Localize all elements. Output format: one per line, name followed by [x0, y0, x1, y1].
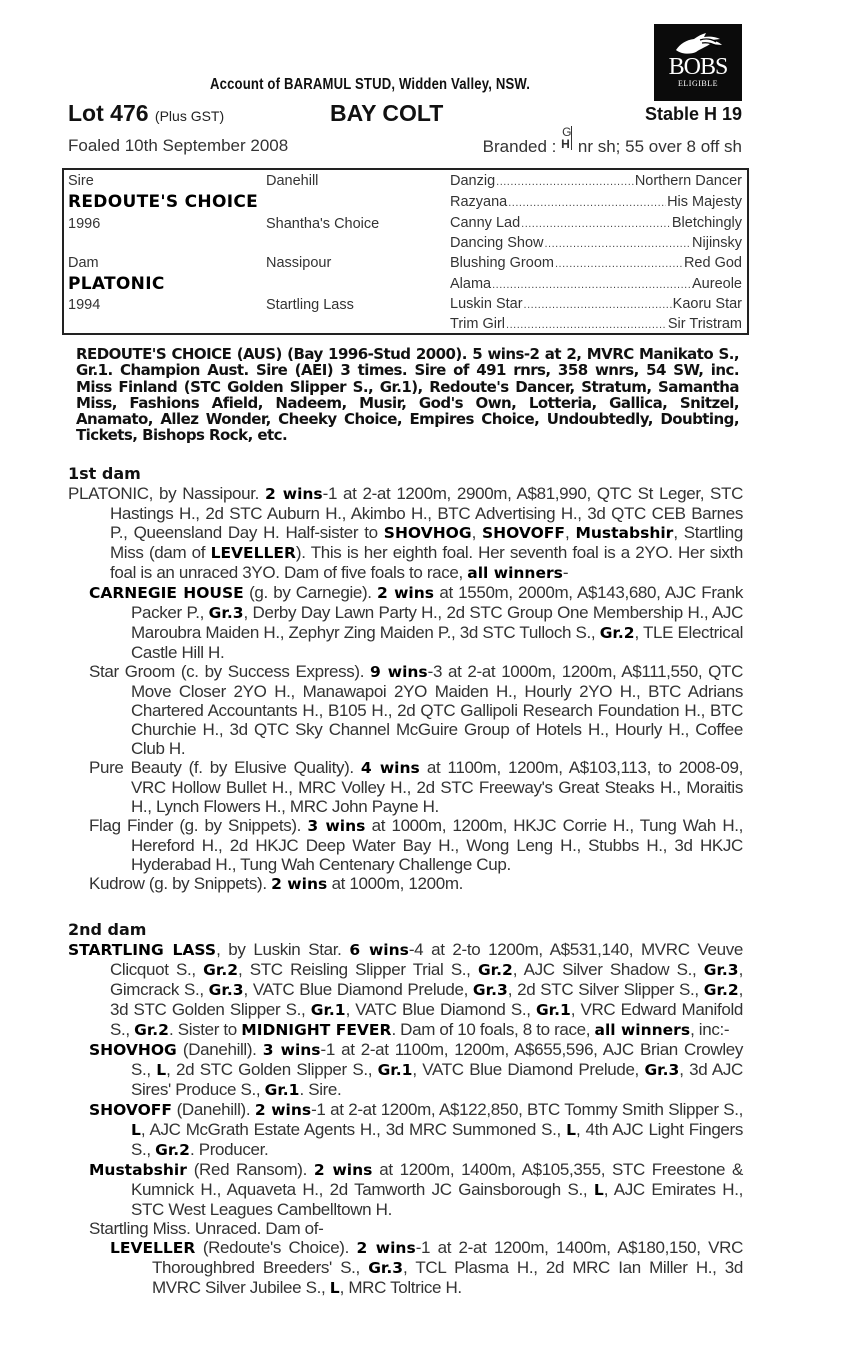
logo-line2: ELIGIBLE — [678, 79, 718, 88]
dam-dam: Startling Lass — [266, 297, 354, 313]
sire-sire: Danehill — [266, 173, 319, 189]
third-gen-row — [450, 194, 742, 210]
bold-run: Mustabshir — [89, 1161, 187, 1179]
sire-name: REDOUTE'S CHOICE — [68, 192, 259, 212]
vendor-account: Account of BARAMUL STUD, Widden Valley, NSW. — [210, 76, 531, 93]
ancestor-sire: Northern Dancer — [634, 173, 742, 189]
brand-description — [482, 125, 742, 157]
third-gen-row — [450, 235, 742, 251]
bobs-eligible-logo — [654, 24, 742, 101]
ancestor-sire: Kaoru Star — [672, 296, 742, 312]
bold-run: Mustabshir — [575, 524, 674, 542]
bold-run: SHOVOFF — [482, 524, 565, 542]
second-dam-section — [68, 920, 743, 1298]
bold-run: 2 wins — [376, 584, 435, 602]
bold-run: 3 wins — [307, 817, 366, 835]
first-dam-heading: 1st dam — [68, 464, 141, 483]
bold-run: L — [329, 1279, 340, 1297]
bold-run: SHOVHOG — [383, 524, 472, 542]
bold-run: Gr.2 — [703, 981, 739, 999]
ancestor: Luskin Star — [450, 296, 523, 312]
branded-label: Branded : — [482, 137, 557, 156]
bold-run: 2 wins — [356, 1239, 416, 1257]
bold-run: Gr.3 — [703, 961, 739, 979]
bold-run: Gr.3 — [644, 1061, 680, 1079]
startling-miss-entry: Startling Miss. Unraced. Dam of- — [89, 1219, 324, 1238]
bold-run: LEVELLER — [210, 544, 296, 562]
ancestor-sire: Red God — [683, 255, 742, 271]
bold-run: Gr.1 — [535, 1001, 571, 1019]
bold-run: Gr.3 — [208, 604, 244, 622]
bold-run: 6 wins — [349, 941, 409, 959]
dam-name: PLATONIC — [68, 274, 165, 294]
bold-run: Gr.2 — [203, 961, 238, 979]
bold-run: 4 wins — [360, 759, 420, 777]
sire-year: 1996 — [68, 216, 101, 232]
grand-progeny-entry: LEVELLER (Redoute's Choice). 2 wins-1 at 2-at 1200m, 1400m, A$180,150, VRC Thoroughbred Breeders' S., Gr.3, TCL Plasma H., 2d MRC Ian Miller H., 3d MVRC Silver Jubilee S., L, MRC Toltrice H. — [110, 1238, 744, 1297]
first-dam-section — [68, 464, 743, 894]
progeny-entry: SHOVOFF (Danehill). 2 wins-1 at 2-at 1200m, A$122,850, BTC Tommy Smith Slipper S., L, AJC McGrath Estate Agents H., 3d MRC Summoned S., L, 4th AJC Light Fingers S., Gr.2. Producer. — [89, 1100, 744, 1159]
bold-run: L — [593, 1181, 604, 1199]
ancestor: Trim Girl — [450, 316, 506, 332]
ancestor-sire: His Majesty — [667, 194, 742, 210]
bold-run: 2 wins — [264, 485, 323, 503]
first-dam-intro: PLATONIC, by Nassipour. 2 wins-1 at 2-at 1200m, 2900m, A$81,990, QTC St Leger, STC Hastings H., 2d STC Auburn H., Akimbo H., BTC Advertising H., 3d QTC CEB Barnes P., Queensland Day H. Half-sister to SHOVHOG, SHOVOFF, Mustabshir, Startling Miss (dam of LEVELLER). This is her eighth foal. Her seventh foal is a 2YO. Her sixth foal is an unraced 3YO. Dam of five foals to race, all winners- — [68, 484, 744, 582]
pedigree-table — [62, 168, 749, 335]
bold-run: Gr.2 — [155, 1141, 190, 1159]
stable-location: Stable H 19 — [644, 104, 742, 124]
brand-mark-icon — [561, 125, 573, 154]
leader-dots — [506, 316, 667, 332]
bold-run: STARTLING LASS — [68, 941, 217, 959]
brand-top: G — [562, 125, 572, 139]
bold-run: L — [131, 1121, 141, 1139]
bold-run: all winners — [594, 1021, 691, 1039]
ancestor: Canny Lad — [450, 215, 521, 231]
ancestor-sire: Sir Tristram — [667, 316, 742, 332]
bold-run: Gr.3 — [368, 1259, 404, 1277]
bold-run: 2 wins — [254, 1101, 312, 1119]
bold-run: SHOVOFF — [89, 1101, 172, 1119]
progeny-entry: Mustabshir (Red Ransom). 2 wins at 1200m, 1400m, A$105,355, STC Freestone & Kumnick H., Aquaveta H., 2d Tamworth JC Gainsborough S., L, AJC Emirates H., STC West Leagues Cambelltown H. — [89, 1160, 744, 1219]
lot-label: Lot 476 — [68, 100, 149, 126]
ancestor: Dancing Show — [450, 235, 544, 251]
bold-run: SHOVHOG — [89, 1041, 177, 1059]
ancestor-sire: Aureole — [692, 276, 742, 292]
ancestor-sire: Nijinsky — [692, 235, 742, 251]
third-gen-row — [450, 255, 742, 271]
bold-run: 2 wins — [313, 1161, 373, 1179]
sire-dam: Shantha's Choice — [266, 216, 380, 232]
ancestor: Razyana — [450, 194, 508, 210]
leader-dots — [492, 276, 691, 292]
third-gen-row — [450, 276, 742, 292]
leader-dots — [555, 255, 683, 271]
third-gen-row — [450, 173, 742, 189]
progeny-entry: CARNEGIE HOUSE (g. by Carnegie). 2 wins at 1550m, 2000m, A$143,680, AJC Frank Packer P., Gr.3, Derby Day Lawn Party H., 2d STC Group One Membership H., AJC Maroubra Maiden H., Zephyr Zing Maiden P., 3d STC Tulloch S., Gr.2, TLE Electrical Castle Hill H. — [89, 583, 743, 662]
third-gen-row — [450, 296, 742, 312]
dam-year: 1994 — [68, 297, 101, 313]
bold-run: Gr.2 — [599, 624, 635, 642]
bold-run: L — [156, 1061, 167, 1079]
brand-detail: nr sh; 55 over 8 off sh — [577, 137, 742, 156]
logo-line1: BOBS — [668, 54, 728, 80]
sire-label: Sire — [68, 173, 94, 189]
ancestor: Alama — [450, 276, 492, 292]
progeny-entry: SHOVHOG (Danehill). 3 wins-1 at 2-at 1100m, 1200m, A$655,596, AJC Brian Crowley S., L, 2d STC Golden Slipper S., Gr.1, VATC Blue Diamond Prelude, Gr.3, 3d AJC Sires' Produce S., Gr.1. Sire. — [89, 1040, 744, 1099]
bold-run: MIDNIGHT FEVER — [241, 1021, 392, 1039]
progeny-entry: Flag Finder (g. by Snippets). 3 wins at 1000m, 1200m, HKJC Corrie H., Tung Wah H., Hereford H., 2d HKJC Deep Water Bay H., Wong Leng H., Stubbs H., 3d HKJC Hyderabad H., Tung Wah Centenary Challenge Cup. — [89, 816, 743, 874]
bold-run: LEVELLER — [110, 1239, 196, 1257]
ancestor-sire: Bletchingly — [671, 215, 742, 231]
bold-run: Gr.1 — [310, 1001, 346, 1019]
dam-sire: Nassipour — [266, 255, 332, 271]
ancestor: Blushing Groom — [450, 255, 554, 271]
bold-run: Gr.2 — [477, 961, 513, 979]
bold-run: Gr.2 — [134, 1021, 169, 1039]
third-gen-row — [450, 316, 742, 332]
leader-dots — [508, 194, 666, 210]
foaled-date: Foaled 10th September 2008 — [68, 136, 289, 155]
bold-run: CARNEGIE HOUSE — [89, 584, 244, 602]
bold-run: L — [566, 1121, 576, 1139]
third-gen-row — [450, 215, 742, 231]
bold-run: all winners — [467, 564, 563, 582]
bold-run: Gr.1 — [264, 1081, 300, 1099]
bold-run: Gr.3 — [472, 981, 508, 999]
brand-bar — [571, 126, 572, 150]
bold-run: Gr.3 — [208, 981, 244, 999]
lot-gst: (Plus GST) — [154, 108, 225, 124]
horse-description: BAY COLT — [330, 100, 444, 126]
lot-number — [68, 100, 224, 127]
leader-dots — [496, 173, 634, 189]
bold-run: 2 wins — [271, 875, 328, 893]
brand-bottom: H — [561, 137, 570, 151]
progeny-entry: Star Groom (c. by Success Express). 9 wins-3 at 2-at 1000m, 1200m, A$111,550, QTC Move Closer 2YO H., Manawapoi 2YO Maiden H., Hourly 2YO H., BTC Adrians Chartered Accountants H., B105 H., 2d QTC Gallipoli Research Foundation H., BTC Churchie H., 3d QTC Sky Channel McGuire Group of Hotels H., Hourly H., Coffee Club H. — [89, 662, 743, 758]
progeny-entry: Kudrow (g. by Snippets). 2 wins at 1000m, 1200m. — [89, 874, 464, 893]
second-dam-heading: 2nd dam — [68, 920, 147, 939]
ancestor: Danzig — [450, 173, 496, 189]
dam-label: Dam — [68, 255, 99, 271]
leader-dots — [545, 235, 692, 251]
progeny-entry: Pure Beauty (f. by Elusive Quality). 4 wins at 1100m, 1200m, A$103,113, to 2008-09, VRC Hollow Bullet H., MRC Volley H., 2d STC Freeway's Great Steaks H., Moraitis H., Lynch Flowers H., MRC John Payne H. — [89, 758, 744, 816]
bold-run: Gr.1 — [377, 1061, 413, 1079]
second-dam-intro: STARTLING LASS, by Luskin Star. 6 wins-4 at 2-to 1200m, A$531,140, MVRC Veuve Clicquot S., Gr.2, STC Reisling Slipper Trial S., Gr.2, AJC Silver Shadow S., Gr.3, Gimcrack S., Gr.3, VATC Blue Diamond Prelude, Gr.3, 2d STC Silver Slipper S., Gr.2, 3d STC Golden Slipper S., Gr.1, VATC Blue Diamond S., Gr.1, VRC Edward Manifold S., Gr.2. Sister to MIDNIGHT FEVER. Dam of 10 foals, 8 to race, all winners, inc:- — [68, 940, 743, 1039]
bold-run: 3 wins — [262, 1041, 321, 1059]
leader-dots — [524, 296, 672, 312]
leader-dots — [521, 215, 671, 231]
sire-summary: REDOUTE'S CHOICE (AUS) (Bay 1996-Stud 2000). 5 wins-2 at 2, MVRC Manikato S., Gr.1. Champion Aust. Sire (AEI) 3 times. Sire of 491 rnrs, 358 wnrs, 54 SW, inc. Miss Finland (STC Golden Slipper S., Gr.1), Redoute's Dancer, Stratum, Samantha Miss, Fashions Afield, Nadeem, Musir, God's Own, Lotteria, Gallica, Snitzel, Anamato, Allez Wonder, Cheeky Choice, Empires Choice, Undoubtedly, Doubting, Tickets, Bishops Rock, etc. — [76, 345, 739, 445]
bold-run: 9 wins — [370, 663, 428, 681]
